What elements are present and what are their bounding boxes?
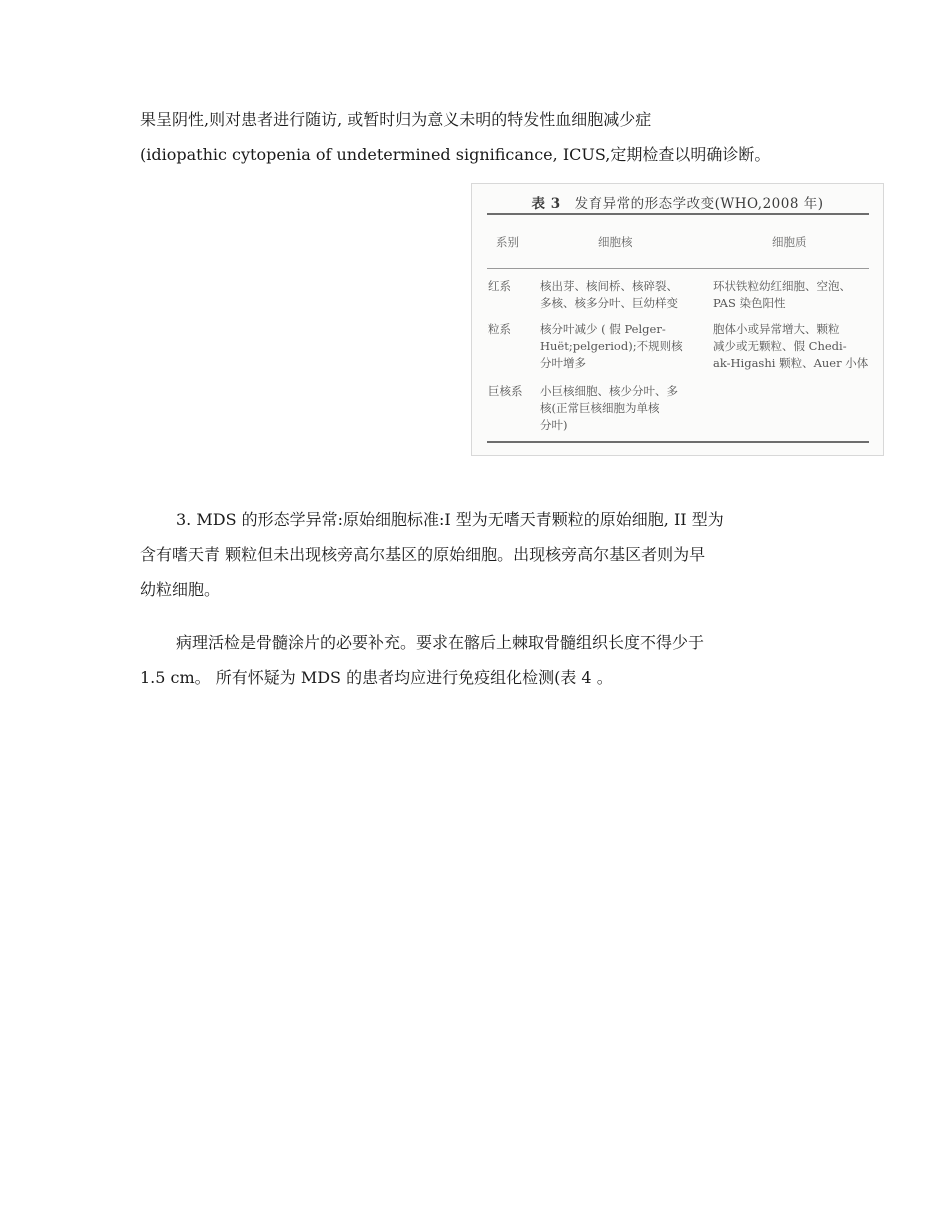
paragraph-3-line-2: 1.5 cm。 所有怀疑为 MDS 的患者均应进行免疫组化检测(表 4 。: [140, 668, 613, 687]
table-bottom-rule: [487, 441, 869, 443]
paragraph-1-line-2: (idiopathic cytopenia of undetermined significance, ICUS,定期检查以明确诊断。: [140, 145, 771, 164]
table-title: [472, 192, 883, 212]
table-row-1-cytoplasm-line-1: 环状铁粒幼红细胞、空泡、: [713, 279, 851, 293]
table-row-2-nucleus-line-2: Huët;pelgeriod);不规则核: [540, 339, 683, 353]
table-row-1-nucleus-line-2: 多核、核多分叶、巨幼样变: [540, 296, 678, 310]
paragraph-2-line-1: 3. MDS 的形态学异常:原始细胞标准:I 型为无嗜天青颗粒的原始细胞, II 型为: [176, 510, 724, 529]
table-row-2-cytoplasm-line-2: 减少或无颗粒、假 Chedi-: [713, 339, 847, 353]
table-3-figure: [471, 183, 884, 456]
paragraph-3-line-1: 病理活检是骨髓涂片的必要补充。要求在髂后上棘取骨髓组织长度不得少于: [176, 633, 705, 652]
table-row-2-nucleus-line-1: 核分叶减少 ( 假 Pelger-: [540, 322, 666, 336]
table-row-2-lineage: 粒系: [488, 322, 511, 336]
table-row-1-lineage: 红系: [488, 279, 511, 293]
table-row-1-cytoplasm-line-2: PAS 染色阳性: [713, 296, 786, 310]
table-caption: 发育异常的形态学改变(WHO,2008 年): [574, 196, 824, 212]
table-top-rule: [487, 213, 869, 215]
paragraph-1-line-1: 果呈阴性,则对患者进行随访, 或暂时归为意义未明的特发性血细胞减少症: [140, 110, 652, 129]
paragraph-2-line-2: 含有嗜天青 颗粒但未出现核旁高尔基区的原始细胞。出现核旁高尔基区者则为早: [140, 545, 706, 564]
table-row-3-nucleus-line-3: 分叶): [540, 418, 568, 432]
table-header-rule: [487, 268, 869, 269]
table-row-3-nucleus-line-2: 核(正常巨核细胞为单核: [540, 401, 660, 415]
table-header-cytoplasm: 细胞质: [772, 235, 807, 249]
table-row-3-nucleus-line-1: 小巨核细胞、核少分叶、多: [540, 384, 678, 398]
table-row-3-lineage: 巨核系: [488, 384, 523, 398]
table-row-1-nucleus-line-1: 核出芽、核间桥、核碎裂、: [540, 279, 678, 293]
table-row-2-nucleus-line-3: 分叶增多: [540, 356, 586, 370]
table-number: 表 3: [531, 196, 561, 212]
table-header-nucleus: 细胞核: [598, 235, 633, 249]
table-row-2-cytoplasm-line-3: ak-Higashi 颗粒、Auer 小体: [713, 356, 869, 370]
paragraph-2-line-3: 幼粒细胞。: [140, 580, 221, 599]
table-row-2-cytoplasm-line-1: 胞体小或异常增大、颗粒: [713, 322, 840, 336]
table-header-lineage: 系别: [496, 235, 519, 249]
